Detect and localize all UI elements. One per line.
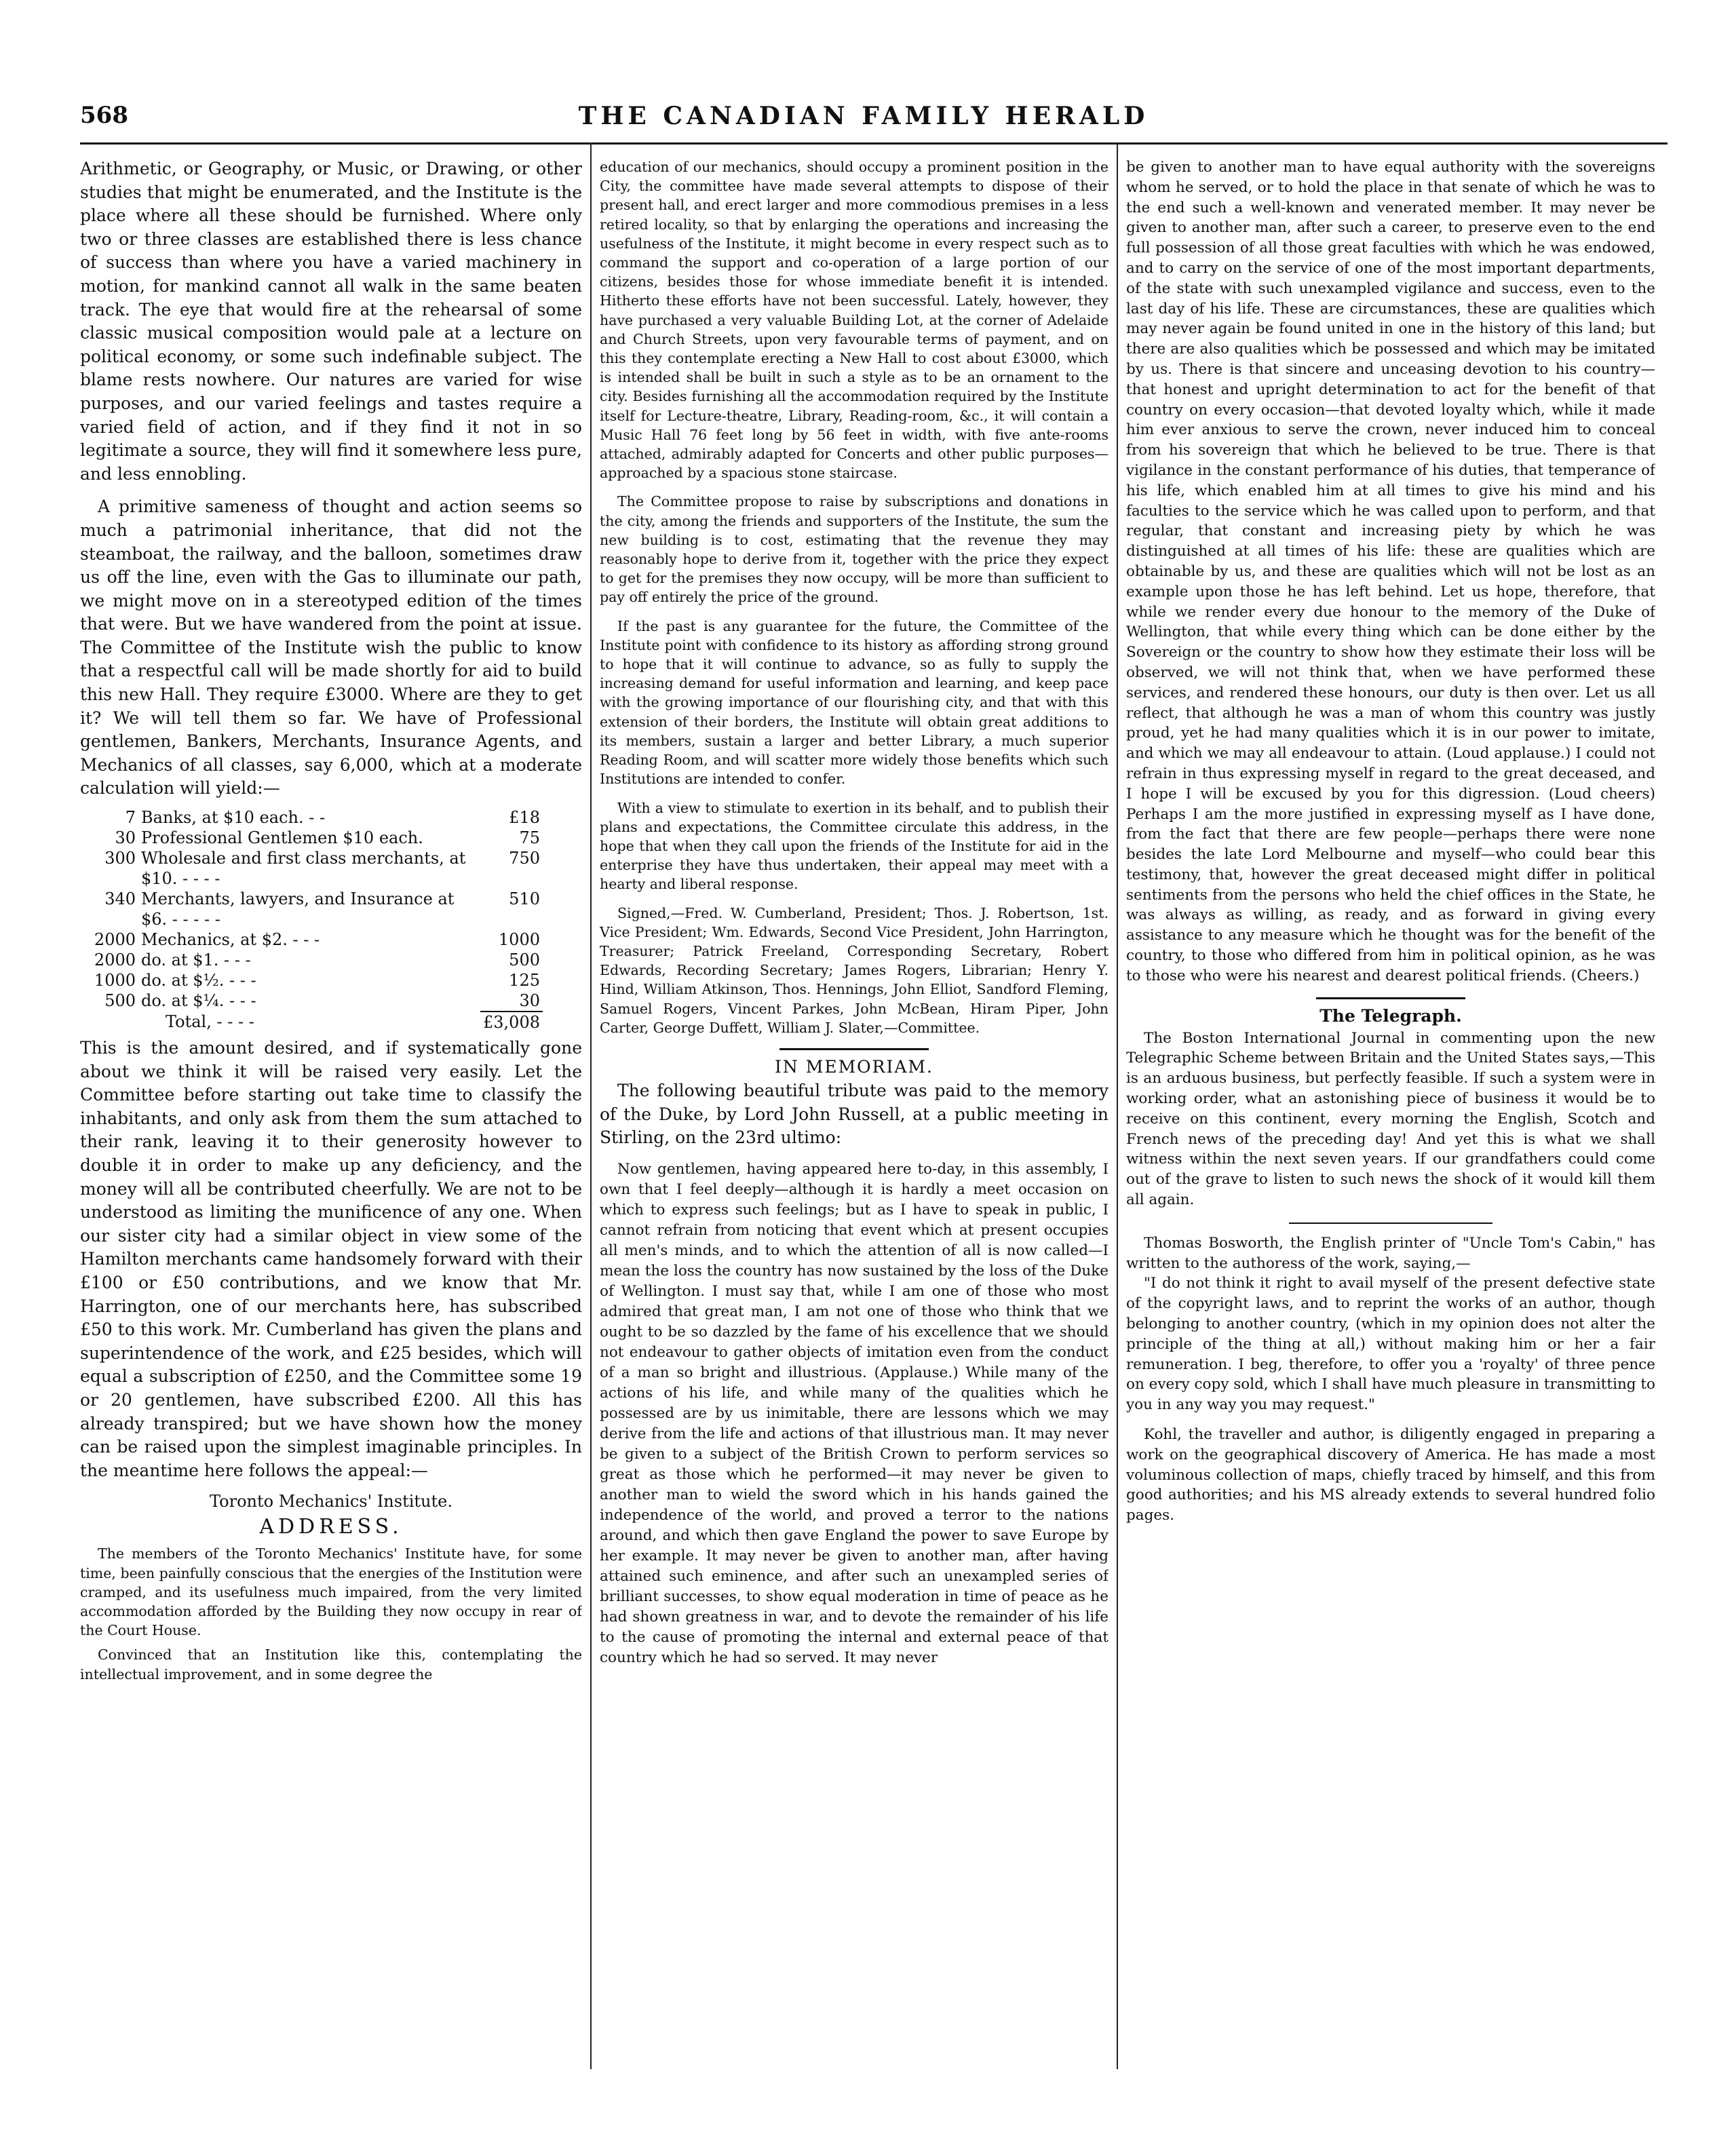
paragraph: Thomas Bosworth, the English printer of "Uncle Tom's Cabin," has written to the authoress of the work, saying,— [1126,1234,1655,1272]
paragraph: With a view to stimulate to exertion in its behalf, and to publish their plans and expectations, the Committee circulate this address, in the hope that when they call upon the friends of the Institute for aid in the enterprise they have thus undertaken, their appeal may meet with a hearty and liberal response. [600,799,1109,893]
subscription-amt: £18 [509,808,540,828]
paragraph: Kohl, the traveller and author, is diligently engaged in preparing a work on the geographical discovery of America. He has made a most voluminous collection of maps, chiefly traced by himself, and this from good authorities; and his MS already extends to several hundred folio pages. [1126,1426,1655,1524]
paragraph: The following beautiful tribute was paid to the memory of the Duke, by Lord John Russell, at a public meeting in Stirling, on the 23rd ultimo: [600,1080,1109,1148]
memoriam-heading: IN MEMORIAM. [775,1056,933,1077]
page-number: 568 [80,102,128,129]
subscription-desc: do. at $¼. - - - [141,991,256,1011]
running-title: THE CANADIAN FAMILY HERALD [578,102,1149,130]
paragraph: The members of the Toronto Mechanics' Institute have, for some time, been painfully conscious that the energies of the Institution were cramped, and its usefulness much impaired, from the very limited accommodation afforded by the Building they now occupy in rear of the Court House. [80,1545,582,1639]
paragraph: This is the amount desired, and if systematically gone about we think it will be raised very easily. Let the Committee before starting out take time to classify the inhabitants, and only ask from them the sum attached to their rank, leaving it to their generosity however to double it in order to make up any deficiency, and the money will all be contributed cheerfully. We are not to be understood as limiting the munificence of any one. When our sister city had a similar object in view some of the Hamilton merchants came handsomely forward with their £100 or £50 contributions, and we know that Mr. Harrington, one of our merchants here, has subscribed £50 to this work. Mr. Cumberland has given the plans and superintendence of the work, and £25 besides, which will equal a subscription of £250, and the Committee some 19 or 20 gentlemen, have subscribed £200. All this has already transpired; but we have shown how the money can be raised upon the simplest imaginable principles. In the meantime here follows the appeal:— [80,1038,582,1480]
subscription-qty: 30 [115,828,136,848]
subscription-row [83,889,543,929]
column-rule [1117,142,1118,2069]
column-1 [80,157,582,2071]
paragraph: Arithmetic, or Geography, or Music, or Drawing, or other studies that might be enumerated, and the Institute is the place where all these should be furnished. Where only two or three classes are established there is less chance of success than where you have a varied machinery in motion, for mankind cannot all walk in the same beaten track. The eye that would fire at the rehearsal of some classic musical composition would pale at a lecture on political economy, or some such indefinable subject. The blame rests nowhere. Our natures are varied for wise purposes, and our varied feelings and tastes require a varied field of action, and if they find it not in so legitimate a source, they will find it somewhere less pure, and less ennobling. [80,159,582,484]
subscription-qty: 2000 [94,950,136,970]
subscription-qty: 7 [125,808,136,828]
paragraph: A primitive sameness of thought and action seems so much a patrimonial inheritance, that did not the steamboat, the railway, and the balloon, sometimes draw us off the line, even with the Gas to illuminate our path, we might move on in a stereotyped edition of the times that were. But we have wandered from the point at issue. The Committee of the Institute wish the public to know that a respectful call will be made shortly for aid to build this new Hall. They require £3000. Where are they to get it? We will tell them so far. We have of Professional gentlemen, Bankers, Merchants, Insurance Agents, and Mechanics of all classes, say 6,000, which at a moderate calculation will yield:— [80,497,582,798]
subscription-amt: 750 [509,849,540,868]
header-rule [80,142,1668,145]
paragraph: Signed,—Fred. W. Cumberland, President; Thos. J. Robertson, 1st. Vice President; Wm. Edwards, Second Vice President, John Harrington, Treasurer; Patrick Freeland, Corresponding Secretary, Robert Edwards, Recording Secretary; James Rogers, Librarian; Henry Y. Hind, William Atkinson, Thos. Hennings, John Elliot, Sandford Fleming, Samuel Rogers, Vincent Parkes, John McBean, Hiram Piper, John Carter, George Duffett, William J. Slater,—Committee. [600,904,1109,1036]
subscription-row [83,929,543,950]
subscription-qty: 340 [104,889,136,909]
paragraph: be given to another man to have equal authority with the sovereigns whom he served, or to hold the place in that senate of which he was to the end such a well-known and venerated member. It may never be given to another man, after such a career, to preserve even to the end full possession of all those great faculties with which he was endowed, and to carry on the service of one of the most important departments, of the state with such unexampled vigilance and success, even to the last day of his life. These are circumstances, these are qualities which may never again be found united in one in the history of this land; but there are also qualities which be possessed and which may be imitated by us. There is that sincere and unceasing devotion to his country—that honest and upright determination to act for the benefit of that country on every occasion—that devoted loyalty which, while it made him ever anxious to serve the crown, never induced him to conceal from his sovereign that which he believed to be true. There is that vigilance in the constant performance of his duties, that temperance of his life, which enabled him at all times to give his mind and his faculties to the service which he was called upon to perform, and that regular, that constant and increasing piety by which he was distinguished at all times of his life: these are qualities which are obtainable by us, and these are qualities which will not be lost as an example upon those he has left behind. Let us hope, therefore, that while we render every due honour to the memory of the Duke of Wellington, that while every thing which can be done either by the Sovereign or the country to show how they estimate their loss will be observed, we will not think that, when we have performed these services, and rendered these honours, our duty is then over. Let us all reflect, that although he was a man of whom this country was justly proud, yet he had many qualities which it is in our power to imitate, and which we may all endeavour to attain. (Loud applause.) I could not refrain in thus expressing myself in regard to the great deceased, and I hope I will be excused by you for this digression. (Loud cheers) Perhaps I am the more justified in expressing myself as I have done, from the fact that there are few people—perhaps there were none besides the late Lord Melbourne and myself—who could bear this testimony, that, however the great deceased might differ in political sentiments from the persons who held the chief offices in the State, he was always as willing, as ready, and as forward in giving every assistance to any measure which he thought was for the benefit of the country, to those who differed from him in political opinion, as he was to those who were his nearest and dearest political friends. (Cheers.) [1126,159,1655,984]
subscription-qty: 1000 [94,971,136,990]
paragraph: Convinced that an Institution like this, contemplating the intellectual improvement, and in some degree the [80,1647,582,1682]
subscription-row [83,848,543,889]
paragraph: The Boston International Journal in commenting upon the new Telegraphic Scheme between Britain and the United States says,—This is an arduous business, but perfectly feasible. If such a system were in working order, what an astonishing piece of business it would be to receive on this continent, every morning the English, Scotch and French news of the preceding day! And yet this is what we shall witness within the next seven years. If our grandfathers could come out of the grave to listen to such news the shock of it would kill them all again. [1126,1029,1655,1209]
subscription-table [83,807,543,1033]
subscription-row [83,970,543,990]
column-2 [600,157,1109,2077]
subscription-amt: 500 [509,950,540,970]
total-amount: £3,008 [483,1013,540,1033]
subscription-desc: do. at $½. - - - [141,971,256,990]
paragraph: "I do not think it right to avail myself of the present defective state of the copyright laws, and to reprint the works of an author, though belonging to another country, (which in my opinion does not alter the principle of the thing at all,) without making him or her a fair remuneration. I beg, therefore, to offer you a 'royalty' of three pence on every copy sold, which I shall have much pleasure in transmitting to you in any way you may request." [1126,1275,1655,1414]
subscription-row [83,807,543,828]
subscription-amt: 75 [519,828,540,848]
subscription-row [83,828,543,848]
paragraph: education of our mechanics, should occupy a prominent position in the City, the committee have made several attempts to dispose of their present hall, and erect larger and more commodious premises in a less retired locality, so that by enlarging the operations and increasing the usefulness of the Institute, it might become in every respect such as to command the support and co-operation of a large portion of our citizens, besides those for whose immediate benefit it is intended. Hitherto these efforts have not been successful. Lately, however, they have purchased a very valuable Building Lot, at the corner of Adelaide and Church Streets, upon very favourable terms of payment, and on this they contemplate erecting a New Hall to cost about £3000, which is intended shall be built in such a style as to be an ornament to the city. Besides furnishing all the accommodation required by the Institute itself for Lecture-theatre, Library, Reading-room, &c., it will contain a Music Hall 76 feet long by 56 feet in width, with five ante-rooms attached, admirably adapted for Concerts and other public purposes—approached by a spacious stone staircase. [600,159,1109,482]
subscription-amt: 125 [509,971,540,990]
page-header [80,102,1647,142]
section-rule [1289,1223,1492,1224]
subscription-amt: 1000 [498,930,540,950]
subscription-desc: do. at $1. - - - [141,950,251,970]
paragraph: Now gentlemen, having appeared here to-day, in this assembly, I own that I feel deeply—although it is hardly a meet occasion on which to express such feelings; but as I have to speak in public, I cannot refrain from noticing that event which at present occupies all men's minds, and to which the attention of all is now called—I mean the loss the country has now sustained by the loss of the Duke of Wellington. I must say that, while I am one of those who most admired that great man, I am not one of those who think that we ought to be so dazzled by the fame of his excellence that we should not endeavour to gather objects of imitation even from the conduct of a man so bright and illustrious. (Applause.) While many of the actions of his life, and while many of the qualities which he possessed are by us inimitable, there are lessons which we may derive from the life and actions of that illustrious man. It may never be given to a subject of the British Crown to perform services so great as those which he performed—it may never be given to another man to wield the sword which in his hands gained the independence of the world, and proved a terror to the nations around, and which then gave England the power to save Europe by her example. It may never be given to another man, after having attained such eminence, and after such an unexampled series of brilliant successes, to show equal moderation in time of peace as he had shown greatness in war, and to devote the remainder of his life to the cause of promoting the internal and external peace of that country which he had so served. It may never [600,1160,1109,1666]
subscription-amt: 30 [519,991,540,1011]
paragraph: The Committee propose to raise by subscriptions and donations in the city, among the friends and supporters of the Institute, the sum the new building is to cost, estimating that the revenue they may reasonably hope to derive from it, together with the price they expect to get for the premises they now occupy, will be more than sufficient to pay off entirely the price of the ground. [600,493,1109,606]
institute-heading: Toronto Mechanics' Institute. [210,1492,452,1512]
paragraph: If the past is any guarantee for the future, the Committee of the Institute point with confidence to its history as affording strong ground to hope that it will continue to advance, so as fully to supply the increasing demand for useful information and learning, and keep pace with the growing importance of our flourishing city, and that with this extension of their borders, the Institute will obtain great additions to its members, sustain a larger and better Library, a much superior Reading Room, and will scatter more widely those benefits which such Institutions are intended to confer. [600,617,1109,788]
subscription-qty: 500 [104,991,136,1011]
column-3 [1126,157,1655,2071]
subscription-desc: Banks, at $10 each. - - [141,808,326,828]
telegraph-heading: The Telegraph. [1319,1005,1462,1026]
subscription-amt: 510 [509,889,540,909]
total-label: Total, - - - - [166,1012,254,1032]
subscription-desc: Merchants, lawyers, and Insurance at $6. - - - - - [141,889,455,929]
subscription-qty: 300 [104,849,136,868]
subscription-row [83,990,543,1011]
address-heading: ADDRESS. [259,1515,403,1539]
subscription-desc: Wholesale and first class merchants, at $10. - - - - [141,849,466,889]
subscription-qty: 2000 [94,930,136,950]
subscription-row [83,950,543,970]
section-rule [1316,997,1465,999]
subscription-desc: Professional Gentlemen $10 each. [141,828,423,848]
subscription-total [83,1012,543,1033]
subscription-desc: Mechanics, at $2. - - - [141,930,320,950]
column-rule [590,142,592,2069]
section-rule [779,1048,929,1050]
